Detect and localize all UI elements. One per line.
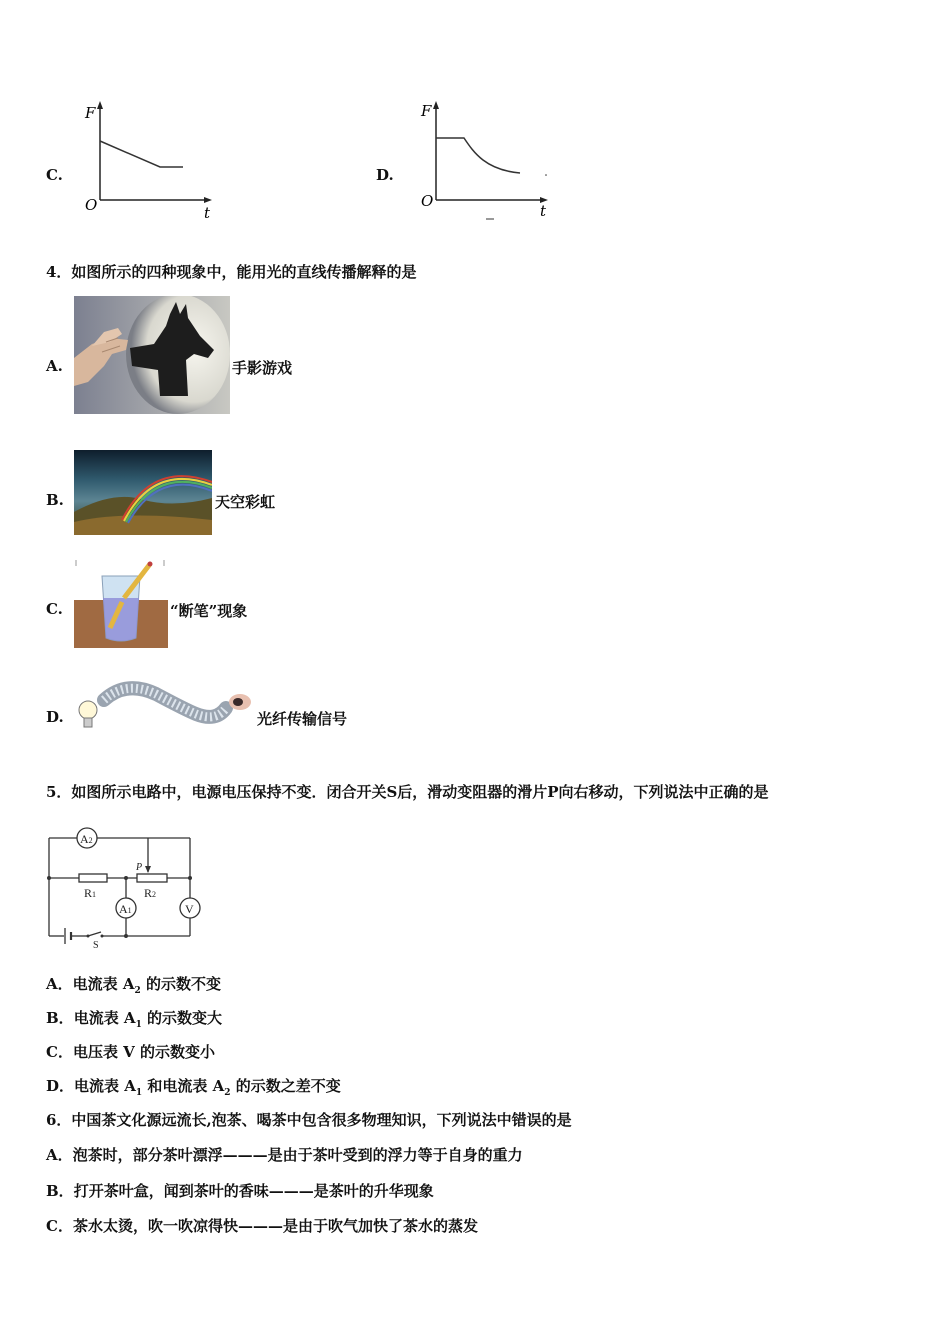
q4-question: 4．如图所示的四种现象中，能用光的直线传播解释的是 bbox=[46, 263, 417, 281]
svg-text:S: S bbox=[93, 940, 99, 951]
q5-circuit-diagram bbox=[44, 822, 204, 952]
q3-option-c-graph bbox=[78, 98, 218, 223]
svg-text:V: V bbox=[185, 902, 194, 916]
q3-option-d-label: D. bbox=[376, 166, 394, 184]
rainbow-image bbox=[74, 450, 212, 535]
q3c-x-axis-label: t bbox=[204, 204, 211, 222]
q4-option-c-caption: “断笔”现象 bbox=[170, 602, 248, 620]
q5-question: 5．如图所示电路中，电源电压保持不变．闭合开关S后，滑动变阻器的滑片P向右移动，下列说法中正确的是 bbox=[46, 783, 769, 801]
q3-option-c-label: C. bbox=[46, 166, 63, 184]
q4-option-a-label: A. bbox=[46, 357, 63, 375]
q5-option-d-label: D． bbox=[46, 1077, 75, 1095]
svg-text:A2: A2 bbox=[80, 832, 93, 846]
q4-option-b-label: B. bbox=[46, 491, 64, 509]
hand-shadow-image bbox=[74, 296, 230, 414]
q6-option-b[interactable]: B．打开茶叶盒，闻到茶叶的香味———是茶叶的升华现象 bbox=[46, 1182, 434, 1200]
q6-option-c[interactable]: C．茶水太烫，吹一吹凉得快———是由于吹气加快了茶水的蒸发 bbox=[46, 1217, 478, 1235]
q4-option-b-caption: 天空彩虹 bbox=[215, 493, 276, 511]
svg-text:R1: R1 bbox=[84, 886, 97, 900]
q5-option-c-label: C． bbox=[46, 1043, 73, 1061]
q3c-origin-label: O bbox=[85, 196, 98, 214]
svg-text:P: P bbox=[136, 862, 143, 873]
q5-option-c[interactable]: C．电压表 V 的示数变小 bbox=[46, 1043, 216, 1061]
q5-option-a-label: A． bbox=[46, 975, 73, 993]
q3c-y-axis-label: F bbox=[85, 104, 96, 122]
q3d-origin-label: O bbox=[421, 192, 434, 210]
q6-question: 6．中国茶文化源远流长,泡茶、喝茶中包含很多物理知识，下列说法中错误的是 bbox=[46, 1111, 572, 1129]
broken-pencil-image bbox=[74, 558, 168, 648]
q3d-y-axis-label: F bbox=[421, 102, 432, 120]
q5-option-b-label: B． bbox=[46, 1009, 74, 1027]
svg-text:R2: R2 bbox=[144, 886, 157, 900]
q5-option-d[interactable]: D．电流表 $A_1$ 和电流表 $A_2$ 的示数之差不变 bbox=[46, 1077, 341, 1098]
q3-option-d-graph bbox=[416, 98, 556, 223]
svg-text:A1: A1 bbox=[119, 902, 132, 916]
q6-option-a[interactable]: A．泡茶时，部分茶叶漂浮———是由于茶叶受到的浮力等于自身的重力 bbox=[46, 1146, 523, 1164]
q3d-x-axis-label: t bbox=[540, 202, 547, 220]
q4-option-a-caption: 手影游戏 bbox=[232, 359, 293, 377]
q5-option-b[interactable]: B．电流表 $A_1$ 的示数变大 bbox=[46, 1009, 223, 1030]
q4-option-d-label: D. bbox=[46, 708, 64, 726]
optical-fiber-image bbox=[76, 672, 256, 734]
q5-option-a[interactable]: A．电流表 $A_2$ 的示数不变 bbox=[46, 975, 222, 996]
q4-option-c-label: C. bbox=[46, 600, 63, 618]
q4-option-d-caption: 光纤传输信号 bbox=[257, 710, 348, 728]
